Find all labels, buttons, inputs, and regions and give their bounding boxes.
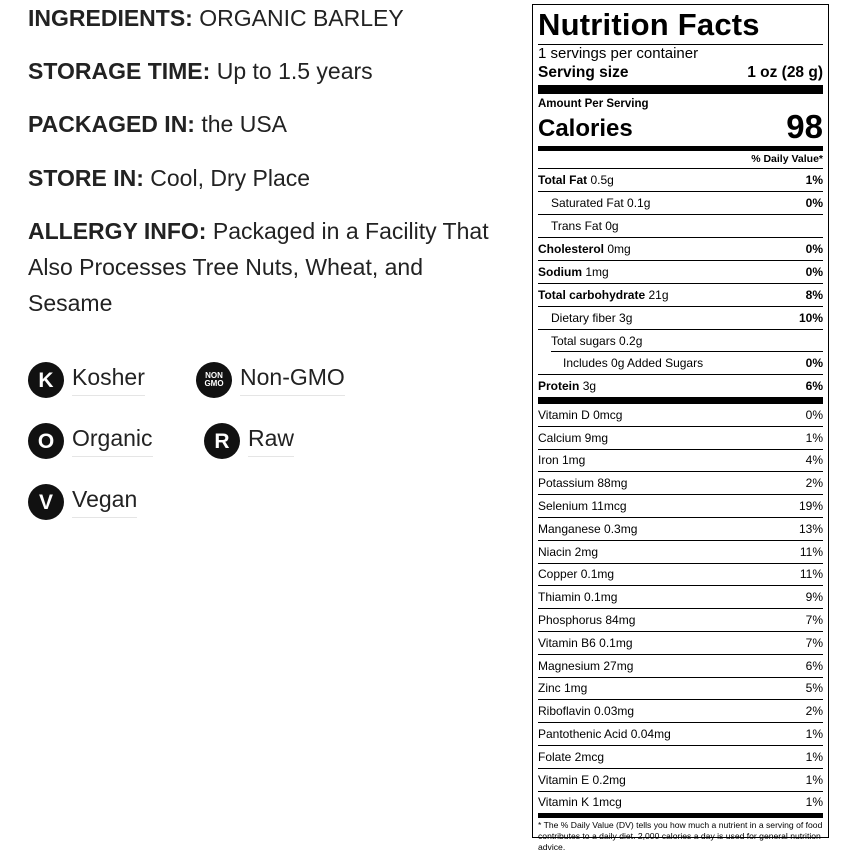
vitamin-dv: 1% (805, 749, 823, 764)
nutrient-row-dietary-fiber (538, 307, 823, 330)
vitamin-name: Manganese 0.3mg (538, 521, 638, 536)
store-in-line (28, 160, 310, 196)
allergy-info-line (28, 213, 498, 321)
calories-value: 98 (786, 108, 823, 145)
nutrient-amount: 1mg (585, 265, 609, 279)
vitamin-dv: 13% (798, 521, 823, 536)
vitamin-row (538, 632, 823, 655)
nutrient-row-saturated-fat (538, 192, 823, 215)
raw-icon: R (204, 423, 240, 459)
nutrition-facts-panel (532, 4, 829, 853)
nutrient-name: Total carbohydrate (538, 288, 646, 302)
nutrient-amount: 0mg (607, 242, 631, 256)
vitamin-name: Pantothenic Acid 0.04mg (538, 727, 671, 742)
storage-time-value: Up to 1.5 years (216, 58, 373, 84)
nutrient-dv: 0% (805, 265, 823, 279)
non-gmo-icon-bottom: GMO (204, 379, 224, 388)
badge-organic[interactable] (28, 423, 153, 459)
vitamin-dv: 4% (805, 453, 823, 468)
nutrient-amount: 21g (648, 288, 669, 302)
vitamin-dv: 11% (799, 544, 823, 559)
storage-time-label: STORAGE TIME: (28, 58, 211, 84)
badge-vegan[interactable] (28, 484, 137, 520)
packaged-in-value: the USA (201, 111, 288, 137)
vitamin-dv: 2% (805, 704, 823, 719)
vitamin-row (538, 495, 823, 518)
vitamin-row (538, 700, 823, 723)
badge-kosher[interactable] (28, 362, 145, 398)
vitamin-name: Calcium 9mg (538, 430, 609, 445)
nutrient-dv: 1% (805, 173, 823, 187)
nutrient-row-total-fat (538, 169, 823, 192)
vitamin-dv: 0% (805, 407, 823, 422)
nutrient-dv: 6% (805, 379, 823, 393)
nutrient-name: Total Fat (538, 173, 588, 187)
vitamin-dv: 7% (805, 613, 823, 628)
nutrient-name: Cholesterol (538, 242, 605, 256)
non-gmo-icon-top: NON (205, 371, 223, 380)
nutrient-dv: 8% (805, 288, 823, 302)
vitamin-dv: 7% (805, 635, 823, 650)
thick-divider (538, 397, 823, 404)
vitamin-row (538, 586, 823, 609)
kosher-icon: K (28, 362, 64, 398)
vitamin-name: Selenium 11mcg (538, 499, 627, 514)
vitamin-name: Magnesium 27mg (538, 658, 634, 673)
vitamin-row (538, 564, 823, 587)
vitamin-name: Zinc 1mg (538, 681, 588, 696)
thick-divider (538, 85, 823, 94)
amount-per-serving: Amount Per Serving (538, 98, 649, 110)
vitamin-name: Iron 1mg (538, 453, 586, 468)
calories-row (538, 108, 823, 145)
nutrient-name: Includes 0g Added Sugars (563, 356, 704, 370)
calories-label: Calories (538, 115, 633, 142)
vitamin-name: Potassium 88mg (538, 476, 628, 491)
badge-label: Non-GMO (240, 364, 345, 396)
vitamin-dv: 1% (805, 795, 823, 810)
footnote-divider (538, 813, 823, 818)
nutrient-amount: 0.5g (590, 173, 614, 187)
vitamin-name: Vitamin E 0.2mg (538, 772, 626, 787)
vitamin-row (538, 609, 823, 632)
nutrient-name: Sodium (538, 265, 582, 279)
vitamin-row (538, 655, 823, 678)
nutrient-row-total-sugars (538, 330, 823, 352)
vitamin-row (538, 472, 823, 495)
vitamin-name: Niacin 2mg (538, 544, 599, 559)
badge-label: Kosher (72, 364, 145, 396)
vitamin-row (538, 541, 823, 564)
allergy-info-value: Packaged in a Facility That Also Processes Tree Nuts, Wheat, and Sesame (28, 218, 489, 316)
badge-label: Vegan (72, 486, 137, 518)
nutrient-row-sodium (538, 261, 823, 284)
daily-value-header: % Daily Value* (538, 151, 823, 169)
organic-icon: O (28, 423, 64, 459)
vitamin-dv: 19% (798, 499, 823, 514)
vitamin-dv: 2% (805, 476, 823, 491)
nutrient-dv: 0% (805, 242, 823, 256)
vitamin-name: Vitamin B6 0.1mg (538, 635, 633, 650)
badge-non-gmo[interactable] (196, 362, 345, 398)
serving-size-value: 1 oz (28 g) (747, 64, 823, 81)
serving-size-row (538, 63, 823, 83)
vitamin-dv: 5% (805, 681, 823, 696)
nutrient-row-protein (538, 375, 823, 397)
ingredients-line (28, 0, 404, 36)
non-gmo-icon (196, 362, 232, 398)
badge-label: Organic (72, 425, 153, 457)
badge-raw[interactable] (204, 423, 294, 459)
vitamin-row (538, 769, 823, 792)
nutrient-amount: 3g (582, 379, 597, 393)
nutrient-name: Total sugars 0.2g (551, 334, 643, 348)
store-in-value: Cool, Dry Place (150, 165, 311, 191)
vitamin-dv: 6% (805, 658, 823, 673)
vitamin-name: Phosphorus 84mg (538, 613, 636, 628)
storage-time-line (28, 53, 373, 89)
vegan-icon: V (28, 484, 64, 520)
vitamin-dv: 11% (799, 567, 823, 582)
store-in-label: STORE IN: (28, 165, 144, 191)
vitamin-dv: 1% (805, 430, 823, 445)
serving-size-label: Serving size (538, 64, 629, 81)
badge-label: Raw (248, 425, 294, 457)
nutrient-name: Dietary fiber 3g (551, 311, 633, 325)
vitamin-name: Thiamin 0.1mg (538, 590, 618, 605)
vitamin-dv: 1% (805, 772, 823, 787)
allergy-info-label: ALLERGY INFO: (28, 218, 207, 244)
vitamin-name: Riboflavin 0.03mg (538, 704, 635, 719)
ingredients-label: INGREDIENTS: (28, 5, 193, 31)
nutrient-name: Trans Fat 0g (551, 219, 619, 233)
vitamin-row (538, 746, 823, 769)
nutrient-dv: 0% (805, 356, 823, 370)
vitamin-row (538, 678, 823, 701)
vitamin-row (538, 792, 823, 814)
ingredients-value: ORGANIC BARLEY (199, 5, 404, 31)
vitamin-dv: 1% (805, 727, 823, 742)
servings-per-container: 1 servings per container (538, 45, 699, 62)
vitamin-row (538, 427, 823, 450)
vitamin-name: Copper 0.1mg (538, 567, 615, 582)
nutrient-name: Protein (538, 379, 580, 393)
vitamin-row (538, 723, 823, 746)
vitamin-name: Folate 2mcg (538, 749, 605, 764)
nutrition-facts-title: Nutrition Facts (538, 7, 760, 42)
nutrient-row-trans-fat (538, 215, 823, 238)
packaged-in-label: PACKAGED IN: (28, 111, 195, 137)
nutrient-dv: 10% (798, 311, 823, 325)
packaged-in-line (28, 106, 287, 142)
vitamin-name: Vitamin D 0mcg (538, 407, 623, 422)
nutrient-dv: 0% (805, 196, 823, 210)
nutrient-row-cholesterol (538, 238, 823, 261)
daily-value-footnote: * The % Daily Value (DV) tells you how much a nutrient in a serving of food contributes to a daily diet. 2,000 calories a day is used for general nutrition advice. (538, 820, 823, 853)
nutrient-row-total-carbohydrate (538, 284, 823, 307)
vitamin-name: Vitamin K 1mcg (538, 795, 622, 810)
nutrient-row-added-sugars (538, 352, 823, 375)
nutrient-name: Saturated Fat 0.1g (551, 196, 651, 210)
vitamin-dv: 9% (805, 590, 823, 605)
vitamin-row (538, 450, 823, 473)
vitamin-row (538, 518, 823, 541)
vitamin-row (538, 404, 823, 427)
